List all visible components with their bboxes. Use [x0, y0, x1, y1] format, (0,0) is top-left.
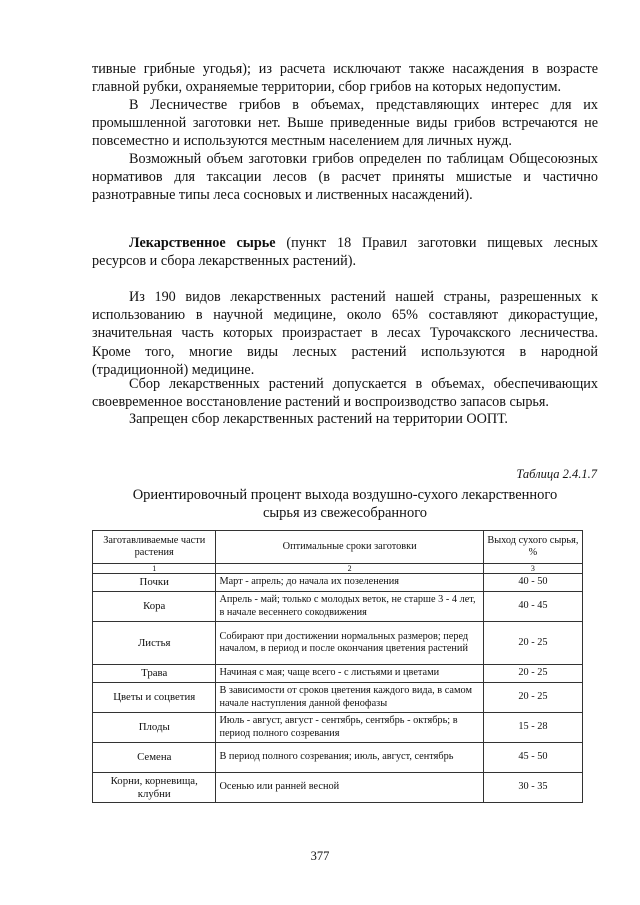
cell-period: Июль - август, август - сентябрь, сентябрь - октябрь; в период полного созревания: [216, 713, 483, 743]
table-title: [92, 486, 598, 522]
paragraph-text: Сбор лекарственных растений допускается в объемах, обеспечивающих своевременное восстановление растений и воспроизводство запасов сырья.: [92, 376, 598, 411]
header-cell-period: Оптимальные сроки заготовки: [216, 531, 483, 564]
table-row: [93, 574, 583, 592]
cell-yield: 45 - 50: [483, 743, 582, 773]
header-cell-part: Заготавливаемые части растения: [93, 531, 216, 564]
cell-period: Собирают при достижении нормальных размеров; перед началом, в период и после окончания цветения растений: [216, 622, 483, 665]
table-row: [93, 683, 583, 713]
cell-part: Почки: [93, 574, 216, 592]
paragraph-medicinal-species: [92, 288, 598, 379]
cell-part: Листья: [93, 622, 216, 665]
table-column-number-row: [93, 564, 583, 574]
paragraph-text: Возможный объем заготовки грибов определен по таблицам Общесоюзных нормативов для таксации лесов (в расчет приняты мшистые и частично разнотравные типы леса сосновых и лиственных насаждений).: [92, 151, 598, 204]
paragraph-text: В Лесничестве грибов в объемах, представляющих интерес для их промышленной заготовки нет. Выше приведенные виды грибов встречаются не повсеместно и используются местным населением для личных нужд.: [92, 97, 598, 150]
paragraph-oopt-ban: [92, 410, 598, 428]
cell-yield: 40 - 45: [483, 592, 582, 622]
cell-period: В зависимости от сроков цветения каждого вида, в самом начале наступления данной фенофазы: [216, 683, 483, 713]
header-cell-yield: Выход сухого сырья, %: [483, 531, 582, 564]
table-label: Таблица 2.4.1.7: [516, 467, 597, 481]
cell-period: Начиная с мая; чаще всего - с листьями и цветами: [216, 665, 483, 683]
cell-yield: 20 - 25: [483, 622, 582, 665]
table-row: [93, 622, 583, 665]
paragraph-text: Запрещен сбор лекарственных растений на территории ООПТ.: [129, 411, 508, 427]
cell-part: Плоды: [93, 713, 216, 743]
cell-part: Цветы и соцветия: [93, 683, 216, 713]
cell-part: Кора: [93, 592, 216, 622]
cell-yield: 20 - 25: [483, 683, 582, 713]
table-title-line: Ориентировочный процент выхода воздушно-сухого лекарственного: [132, 487, 558, 503]
paragraph-text: Из 190 видов лекарственных растений нашей страны, разрешенных к использованию в научной медицине, около 65% составляют дикорастущие, значительная часть которых произрастает в лесах Турочакского лесничества. Кроме того, многие виды лесных растений используются в народной (традиционной) медицине.: [92, 289, 598, 378]
table-row: [93, 773, 583, 803]
table-header-row: [93, 531, 583, 564]
cell-yield: 20 - 25: [483, 665, 582, 683]
cell-period: Март - апрель; до начала их позеленения: [216, 574, 483, 592]
table-row: [93, 592, 583, 622]
paragraph-medicinal-collection: [92, 375, 598, 411]
cell-part: Трава: [93, 665, 216, 683]
paragraph-mushroom-volume: [92, 150, 598, 205]
cell-yield: 30 - 35: [483, 773, 582, 803]
paragraph-continuation: тивные грибные угодья); из расчета исключают также насаждения в возрасте главной рубки, охраняемые территории, сбор грибов на которых недопустим.: [92, 61, 598, 96]
table-row: [93, 665, 583, 683]
cell-part: Семена: [93, 743, 216, 773]
yield-table: [92, 530, 583, 803]
column-number: 3: [483, 564, 582, 574]
table-title-line: сырья из свежесобранного: [262, 505, 428, 521]
cell-yield: 40 - 50: [483, 574, 582, 592]
section-heading-bold: Лекарственное сырье: [129, 235, 276, 251]
column-number: 1: [93, 564, 216, 574]
section-heading-rest: (пункт 18 Правил заготовки пищевых лесных ресурсов и сбора лекарственных растений).: [92, 235, 598, 270]
cell-period: В период полного созревания; июль, август, сентябрь: [216, 743, 483, 773]
paragraph-mushroom-industry: [92, 96, 598, 151]
cell-period: Апрель - май; только с молодых веток, не старше 3 - 4 лет, в начале весеннего сокодвижения: [216, 592, 483, 622]
table-row: [93, 743, 583, 773]
column-number: 2: [216, 564, 483, 574]
page-number: 377: [310, 849, 330, 863]
cell-period: Осенью или ранней весной: [216, 773, 483, 803]
cell-yield: 15 - 28: [483, 713, 582, 743]
table-row: [93, 713, 583, 743]
cell-part: Корни, корневища, клубни: [93, 773, 216, 803]
section-heading-medicinal: [92, 234, 598, 270]
